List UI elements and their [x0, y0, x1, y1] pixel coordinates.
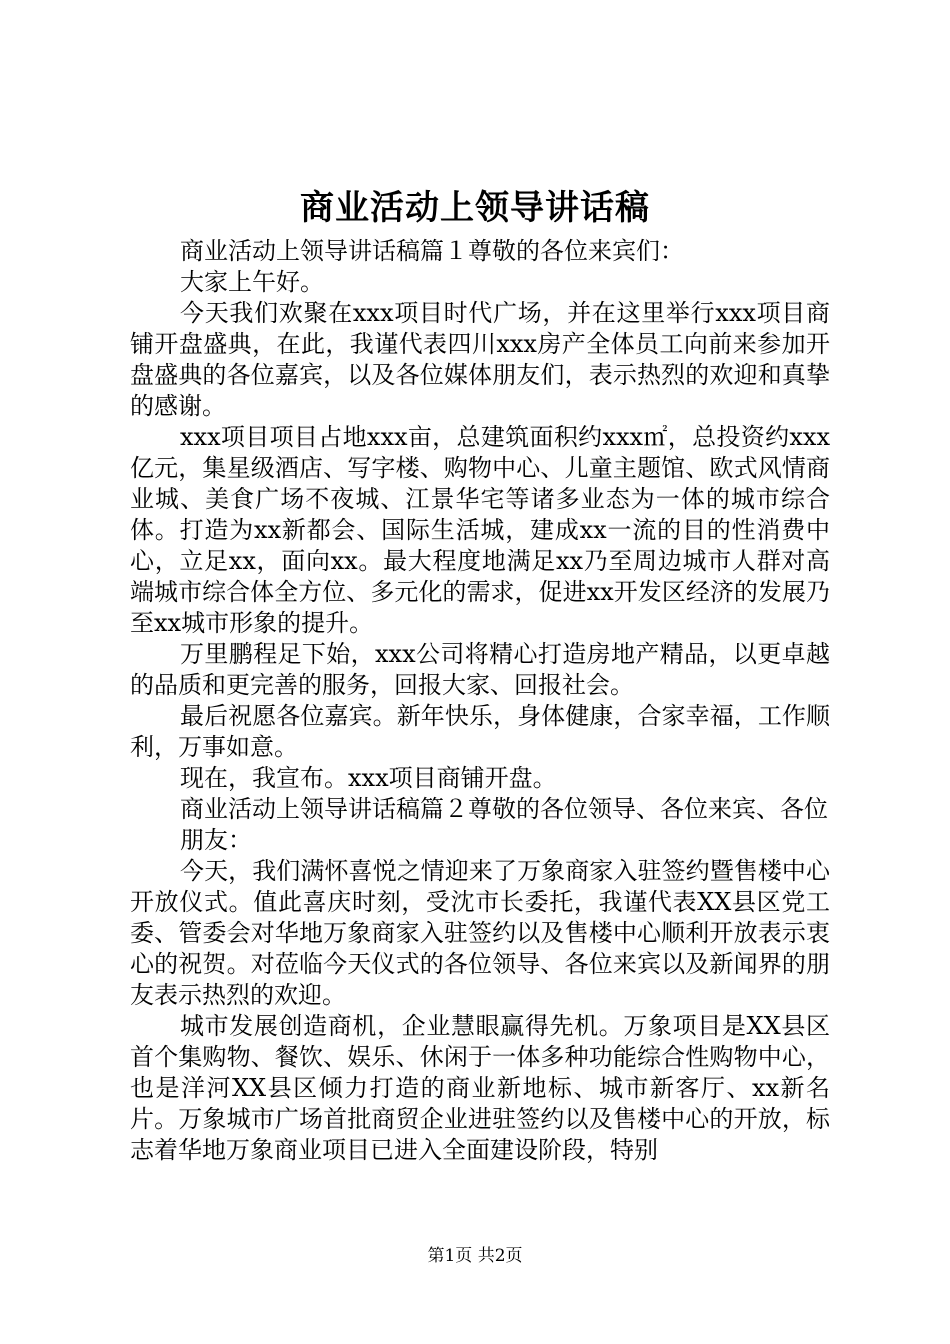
paragraph: 大家上午好。: [180, 268, 324, 296]
page-footer: 第1页 共2页: [427, 1246, 523, 1266]
paragraph: 商业活动上领导讲话稿篇２尊敬的各位领导、各位来宾、各位: [180, 795, 828, 823]
paragraph: 今天，我们满怀喜悦之情迎来了万象商家入驻签约暨售楼中心开放仪式。值此喜庆时刻，受沈市长委托，我谨代表XX县区党工委、管委会对华地万象商家入驻签约以及售楼中心顺利开放表示衷心的祝贺。对莅临今天仪式的各位领导、各位来宾以及新闻界的朋友表示热烈的欢迎。: [130, 857, 830, 1009]
paragraph: 商业活动上领导讲话稿篇１尊敬的各位来宾们：: [180, 237, 684, 265]
paragraph: 朋友：: [180, 826, 252, 854]
paragraph: xxx项目项目占地xxx亩，总建筑面积约xxx㎡，总投资约xxx亿元，集星级酒店、写字楼、购物中心、儿童主题馆、欧式风情商业城、美食广场不夜城、江景华宅等诸多业态为一体的城市综合体。打造为xx新都会、国际生活城，建成xx一流的目的性消费中心，立足xx，面向xx。最大程度地满足xx乃至周边城市人群对高端城市综合体全方位、多元化的需求，促进xx开发区经济的发展乃至xx城市形象的提升。: [130, 423, 830, 637]
paragraph: 城市发展创造商机，企业慧眼赢得先机。万象项目是XX县区首个集购物、餐饮、娱乐、休闲于一体多种功能综合性购物中心，也是洋河XX县区倾力打造的商业新地标、城市新客厅、xx新名片。万象城市广场首批商贸企业进驻签约以及售楼中心的开放，标志着华地万象商业项目已进入全面建设阶段，特别: [130, 1012, 830, 1164]
paragraph: 万里鹏程足下始，xxx公司将精心打造房地产精品，以更卓越的品质和更完善的服务，回报大家、回报社会。: [130, 640, 830, 699]
document-body: [130, 236, 830, 1166]
paragraph: 最后祝愿各位嘉宾。新年快乐，身体健康，合家幸福，工作顺利，万事如意。: [130, 702, 830, 761]
document-title: 商业活动上领导讲话稿: [300, 188, 650, 228]
paragraph: 今天我们欢聚在xxx项目时代广场，并在这里举行xxx项目商铺开盘盛典，在此，我谨代表四川xxx房产全体员工向前来参加开盘盛典的各位嘉宾，以及各位媒体朋友们，表示热烈的欢迎和真挚的感谢。: [130, 299, 830, 420]
paragraph: 现在，我宣布。xxx项目商铺开盘。: [180, 764, 557, 792]
